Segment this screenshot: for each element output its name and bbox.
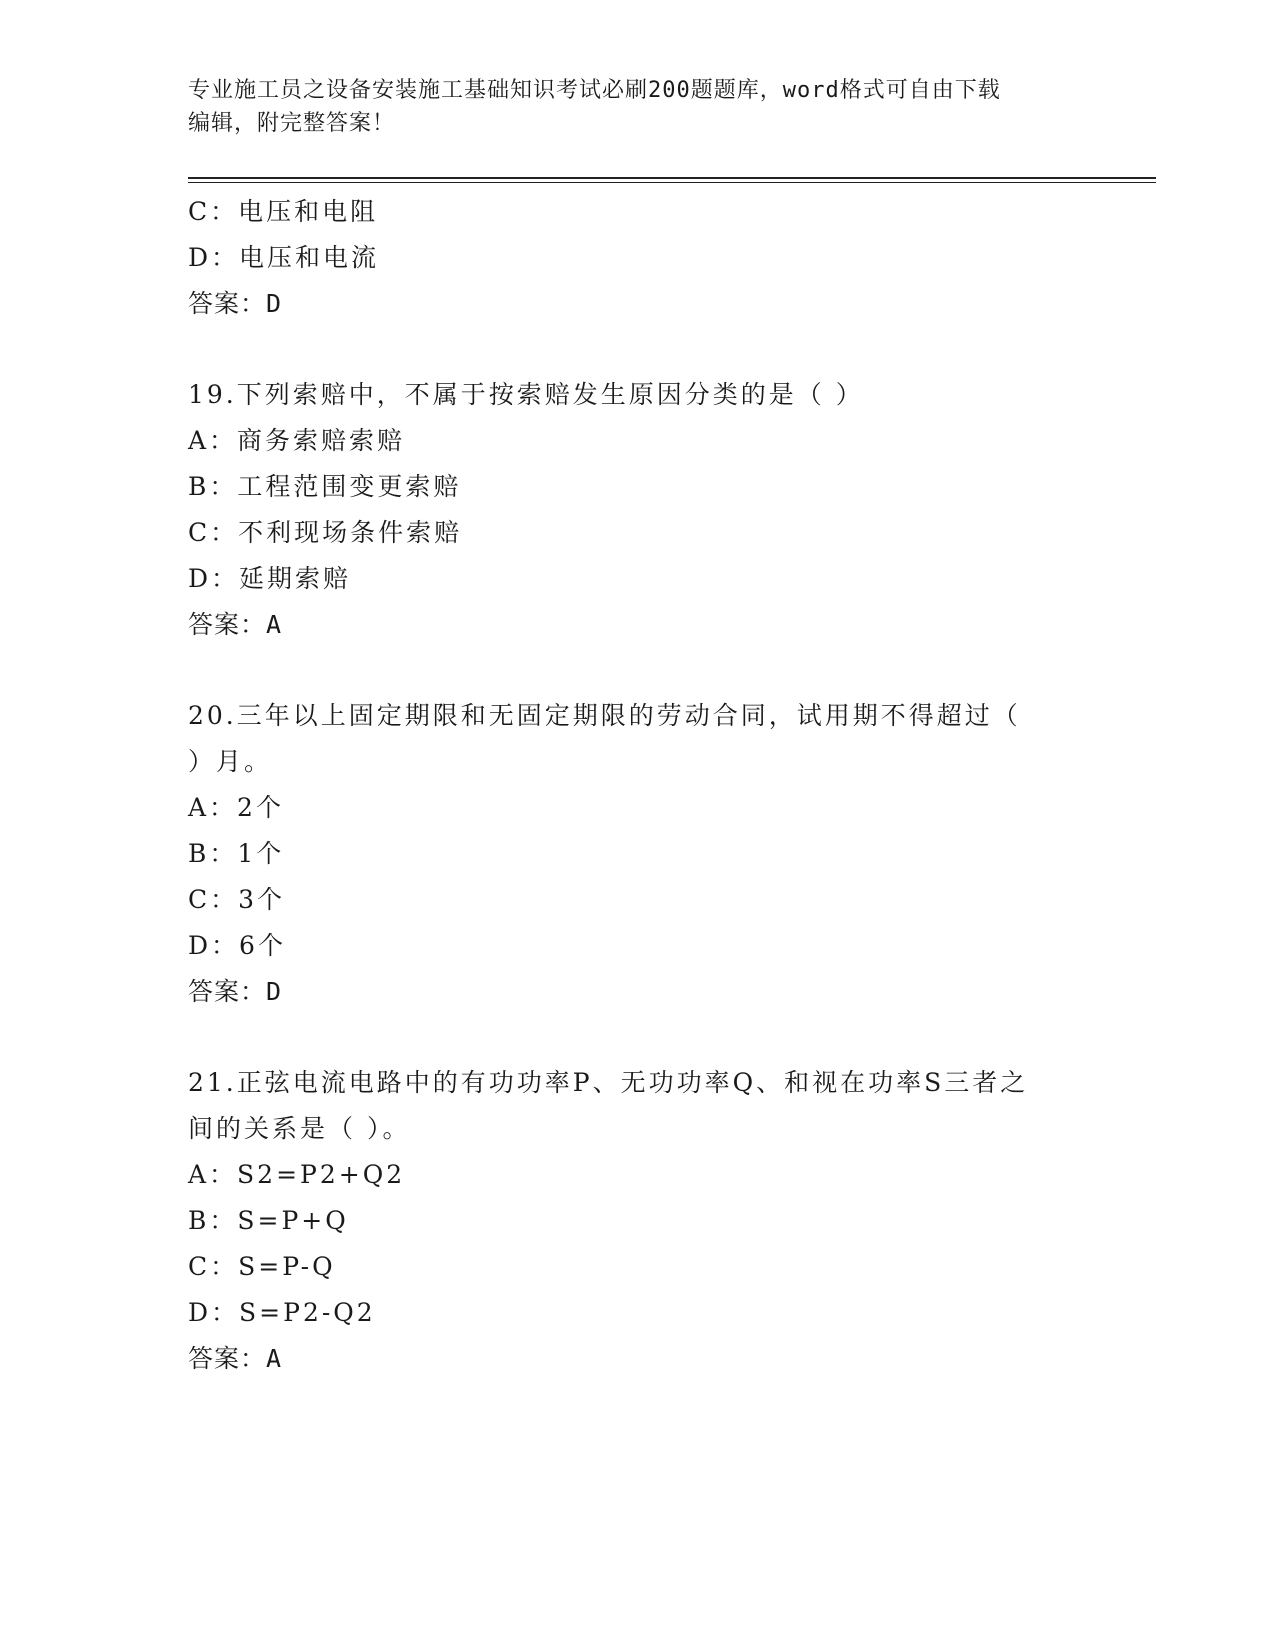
spacer — [188, 327, 1088, 372]
option-d: D：S=P2-Q2 — [188, 1298, 376, 1327]
option-a: A：商务索赔索赔 — [188, 426, 406, 455]
question-21 — [188, 1060, 1088, 1382]
option-c: C：不利现场条件索赔 — [188, 518, 463, 547]
option-b: B：S=P+Q — [188, 1206, 349, 1235]
question-text-continued: 间的关系是（ ）。 — [188, 1114, 411, 1143]
header-line-1: 专业施工员之设备安装施工基础知识考试必刷200题题库，word格式可自由下载 — [188, 78, 1001, 103]
answer: 答案：A — [188, 1344, 283, 1373]
answer: 答案：D — [188, 977, 283, 1006]
partial-question — [188, 189, 1088, 327]
option-c: C：3个 — [188, 885, 286, 914]
spacer — [188, 648, 1088, 693]
option-c: C：电压和电阻 — [188, 197, 379, 226]
question-text-continued: ）月。 — [188, 747, 273, 776]
question-text: 19.下列索赔中，不属于按索赔发生原因分类的是（ ） — [188, 380, 864, 409]
option-d: D：电压和电流 — [188, 243, 380, 272]
option-d: D：延期索赔 — [188, 564, 352, 593]
header-line-2: 编辑，附完整答案！ — [188, 111, 396, 136]
question-text: 20.三年以上固定期限和无固定期限的劳动合同，试用期不得超过（ — [188, 701, 1021, 730]
option-c: C：S=P-Q — [188, 1252, 336, 1281]
question-19 — [188, 372, 1088, 648]
option-a: A：S2=P2+Q2 — [188, 1160, 406, 1189]
answer: 答案：D — [188, 289, 283, 318]
option-b: B：1个 — [188, 839, 285, 868]
document-header — [188, 74, 1068, 140]
header-rule-thick — [188, 177, 1156, 179]
answer: 答案：A — [188, 610, 283, 639]
spacer — [188, 1015, 1088, 1060]
question-20 — [188, 693, 1088, 1015]
option-d: D：6个 — [188, 931, 286, 960]
header-rule-thin — [188, 182, 1156, 183]
question-list — [188, 189, 1088, 1382]
option-a: A：2个 — [188, 793, 284, 822]
option-b: B：工程范围变更索赔 — [188, 472, 462, 501]
question-text: 21.正弦电流电路中的有功功率P、无功功率Q、和视在功率S三者之 — [188, 1068, 1029, 1097]
